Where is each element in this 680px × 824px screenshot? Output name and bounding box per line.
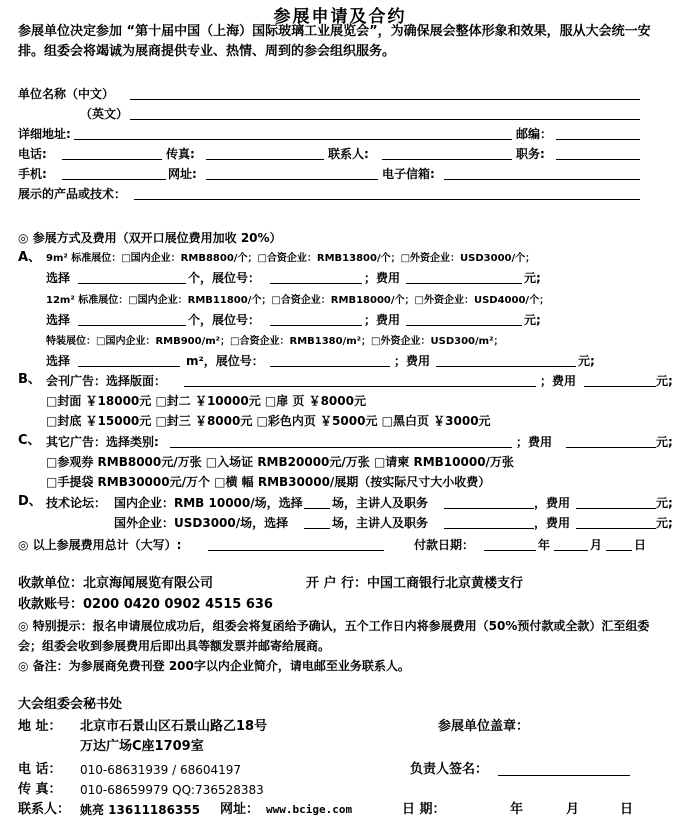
other-ads-options-1[interactable]: □参观券 RMB8000元/万张 □入场证 RMB20000元/万张 □请柬 RMB10000/万张 <box>46 455 514 469</box>
company-en-label: （英文） <box>80 107 129 121</box>
std9-yuan: 元; <box>524 271 541 285</box>
std9-fee-field[interactable] <box>406 283 522 284</box>
paydate-month-field[interactable] <box>554 550 588 551</box>
ads-choice-field[interactable] <box>184 386 536 387</box>
paydate-label: 付款日期： <box>414 538 475 552</box>
ads-fee-label: ；费用 <box>540 374 577 388</box>
forum-label: 技术论坛： <box>46 496 107 510</box>
std9-count-field[interactable] <box>78 283 186 284</box>
account: 收款账号：0200 0420 0902 4515 636 <box>18 597 273 612</box>
std9-select-label: 选择 <box>46 271 71 285</box>
email-label: 电子信箱: <box>382 167 435 181</box>
address-field[interactable] <box>74 139 512 140</box>
std12-options: 12m² 标准展位：□国内企业：RMB11800/个；□合资企业：RMB18000/个；□外资企业：USD4000/个； <box>46 295 550 306</box>
contact-label: 联系人: <box>328 147 369 161</box>
other-ads-field[interactable] <box>170 447 512 448</box>
date-month: 月 <box>566 802 580 817</box>
forum-foreign-label: 国外企业：USD3000/场，选择 <box>114 516 289 530</box>
products-field[interactable] <box>134 199 640 200</box>
company-cn-label: 单位名称（中文） <box>18 87 115 101</box>
office-fax-label: 传 真： <box>18 782 62 797</box>
std12-booth-field[interactable] <box>270 325 362 326</box>
mobile-field[interactable] <box>62 179 166 180</box>
ads-options-1[interactable]: □封面 ￥18000元 □封二 ￥10000元 □扉 页 ￥8000元 <box>46 394 366 408</box>
postcode-label: 邮编： <box>516 127 553 141</box>
ads-options-2[interactable]: □封底 ￥15000元 □封三 ￥8000元 □彩色内页 ￥5000元 □黑白页 ￥3000元 <box>46 414 491 428</box>
date-label: 日 期： <box>402 802 446 817</box>
other-ads-fee-label: ；费用 <box>516 435 553 449</box>
std12-fee-label: ；费用 <box>364 313 401 327</box>
forum-domestic-sessions: 场，主讲人及职务 <box>332 496 429 510</box>
ads-label: 会刊广告：选择版面： <box>46 374 167 388</box>
website-label: 网址: <box>168 167 197 181</box>
std9-fee-label: ；费用 <box>364 271 401 285</box>
office-phone-label: 电 话： <box>18 762 62 777</box>
std9-options: 9m² 标准展位：□国内企业：RMB8800/个；□合资企业：RMB13800/个；□外资企业：USD3000/个； <box>46 253 536 264</box>
office-contact: 姚亮 13611186355 <box>80 803 201 817</box>
special-booth-label: m²，展位号： <box>186 354 264 368</box>
forum-foreign-count-field[interactable] <box>304 528 330 529</box>
ads-yuan: 元; <box>656 374 673 388</box>
office-address-label: 地 址： <box>18 719 62 734</box>
office-fax: 010-68659979 QQ:736528383 <box>80 783 264 797</box>
contact-field[interactable] <box>382 159 512 160</box>
office-address-2: 万达广场C座1709室 <box>80 739 204 754</box>
paydate-year: 年 <box>538 538 551 552</box>
std12-fee-field[interactable] <box>406 325 522 326</box>
paydate-month: 月 <box>590 538 603 552</box>
special-area-field[interactable] <box>78 366 180 367</box>
forum-foreign-fee-field[interactable] <box>576 528 656 529</box>
office-website[interactable]: www.bcige.com <box>266 803 353 816</box>
section-b-letter: B、 <box>18 372 41 387</box>
office-phone: 010-68631939 / 68604197 <box>80 763 242 777</box>
forum-domestic-yuan: 元; <box>656 496 673 510</box>
std12-count-field[interactable] <box>78 325 186 326</box>
other-ads-yuan: 元; <box>656 435 673 449</box>
payee: 收款单位：北京海闻展览有限公司 <box>18 576 214 591</box>
postcode-field[interactable] <box>556 139 640 140</box>
forum-foreign-speaker-field[interactable] <box>444 528 534 529</box>
special-notice: ◎ 特别提示：报名申请展位成功后，组委会将复函给予确认，五个工作日内将参展费用（50%预付款或全款）汇至组委会；组委会收到参展费用后即出具等额发票并邮寄给展商。 <box>18 619 650 653</box>
signer-field[interactable] <box>498 775 630 776</box>
total-amount-field[interactable] <box>208 550 384 551</box>
forum-domestic-label: 国内企业：RMB 10000/场，选择 <box>114 496 303 510</box>
position-label: 职务: <box>516 147 545 161</box>
intro-paragraph: 参展单位决定参加 “第十届中国（上海）国际玻璃工业展览会”，为确保展会整体形象和效果，服从大会统一安排。组委会将竭诚为展商提供专业、热情、周到的参会组织服务。 <box>18 24 651 59</box>
email-field[interactable] <box>444 179 640 180</box>
address-label: 详细地址: <box>18 127 71 141</box>
special-yuan: 元; <box>578 354 595 368</box>
fax-field[interactable] <box>206 159 324 160</box>
company-cn-field[interactable] <box>130 99 640 100</box>
forum-domestic-fee-label: ，费用 <box>534 496 571 510</box>
page-title: 参展申请及合约 <box>273 7 407 27</box>
forum-domestic-fee-field[interactable] <box>576 508 656 509</box>
special-options: 特装展位：□国内企业：RMB900/m²；□合资企业：RMB1380/m²；□外资企业：USD300/m²； <box>46 336 504 347</box>
forum-domestic-count-field[interactable] <box>304 508 330 509</box>
std12-select-label: 选择 <box>46 313 71 327</box>
phone-label: 电话: <box>18 147 47 161</box>
std12-booth-label: 个，展位号： <box>188 313 261 327</box>
date-year: 年 <box>510 802 524 817</box>
office-contact-label: 联系人： <box>18 802 71 817</box>
special-select-label: 选择 <box>46 354 71 368</box>
section-c-letter: C、 <box>18 433 41 448</box>
mobile-label: 手机: <box>18 167 47 181</box>
other-ads-options-2[interactable]: □手提袋 RMB30000元/万个 □横 幅 RMB30000/展期（按实际尺寸大小收费） <box>46 475 491 489</box>
office-heading: 大会组委会秘书处 <box>18 697 123 712</box>
special-fee-field[interactable] <box>436 366 576 367</box>
signer-label: 负责人签名： <box>410 762 489 777</box>
bank: 开 户 行：中国工商银行北京黄楼支行 <box>306 576 524 591</box>
seal-label: 参展单位盖章： <box>438 719 530 734</box>
section-d-letter: D、 <box>18 494 42 509</box>
std9-booth-label: 个，展位号： <box>188 271 261 285</box>
fee-section-heading: ◎ 参展方式及费用（双开口展位费用加收 20%） <box>18 231 282 245</box>
office-address-1: 北京市石景山区石景山路乙18号 <box>80 719 268 734</box>
other-ads-label: 其它广告：选择类别: <box>46 435 159 449</box>
website-field[interactable] <box>206 179 378 180</box>
date-day: 日 <box>620 802 634 817</box>
position-field[interactable] <box>556 159 640 160</box>
std12-yuan: 元; <box>524 313 541 327</box>
total-label: ◎ 以上参展费用总计（大写）: <box>18 538 182 552</box>
paydate-year-field[interactable] <box>484 550 536 551</box>
forum-foreign-yuan: 元; <box>656 516 673 530</box>
phone-field[interactable] <box>62 159 162 160</box>
special-fee-label: ；费用 <box>394 354 431 368</box>
company-en-field[interactable] <box>130 119 640 120</box>
fax-label: 传真: <box>166 147 195 161</box>
forum-foreign-fee-label: ，费用 <box>534 516 571 530</box>
special-booth-field[interactable] <box>270 366 390 367</box>
std9-booth-field[interactable] <box>270 283 362 284</box>
section-a-letter: A、 <box>18 250 42 265</box>
paydate-day: 日 <box>634 538 647 552</box>
paydate-day-field[interactable] <box>606 550 632 551</box>
remark: ◎ 备注：为参展商免费刊登 200字以内企业简介，请电邮至业务联系人。 <box>18 659 410 673</box>
forum-domestic-speaker-field[interactable] <box>444 508 534 509</box>
products-label: 展示的产品或技术： <box>18 187 127 201</box>
forum-foreign-sessions: 场，主讲人及职务 <box>332 516 429 530</box>
ads-fee-field[interactable] <box>584 386 656 387</box>
other-ads-fee-field[interactable] <box>566 447 656 448</box>
office-web-label: 网址： <box>220 802 260 817</box>
